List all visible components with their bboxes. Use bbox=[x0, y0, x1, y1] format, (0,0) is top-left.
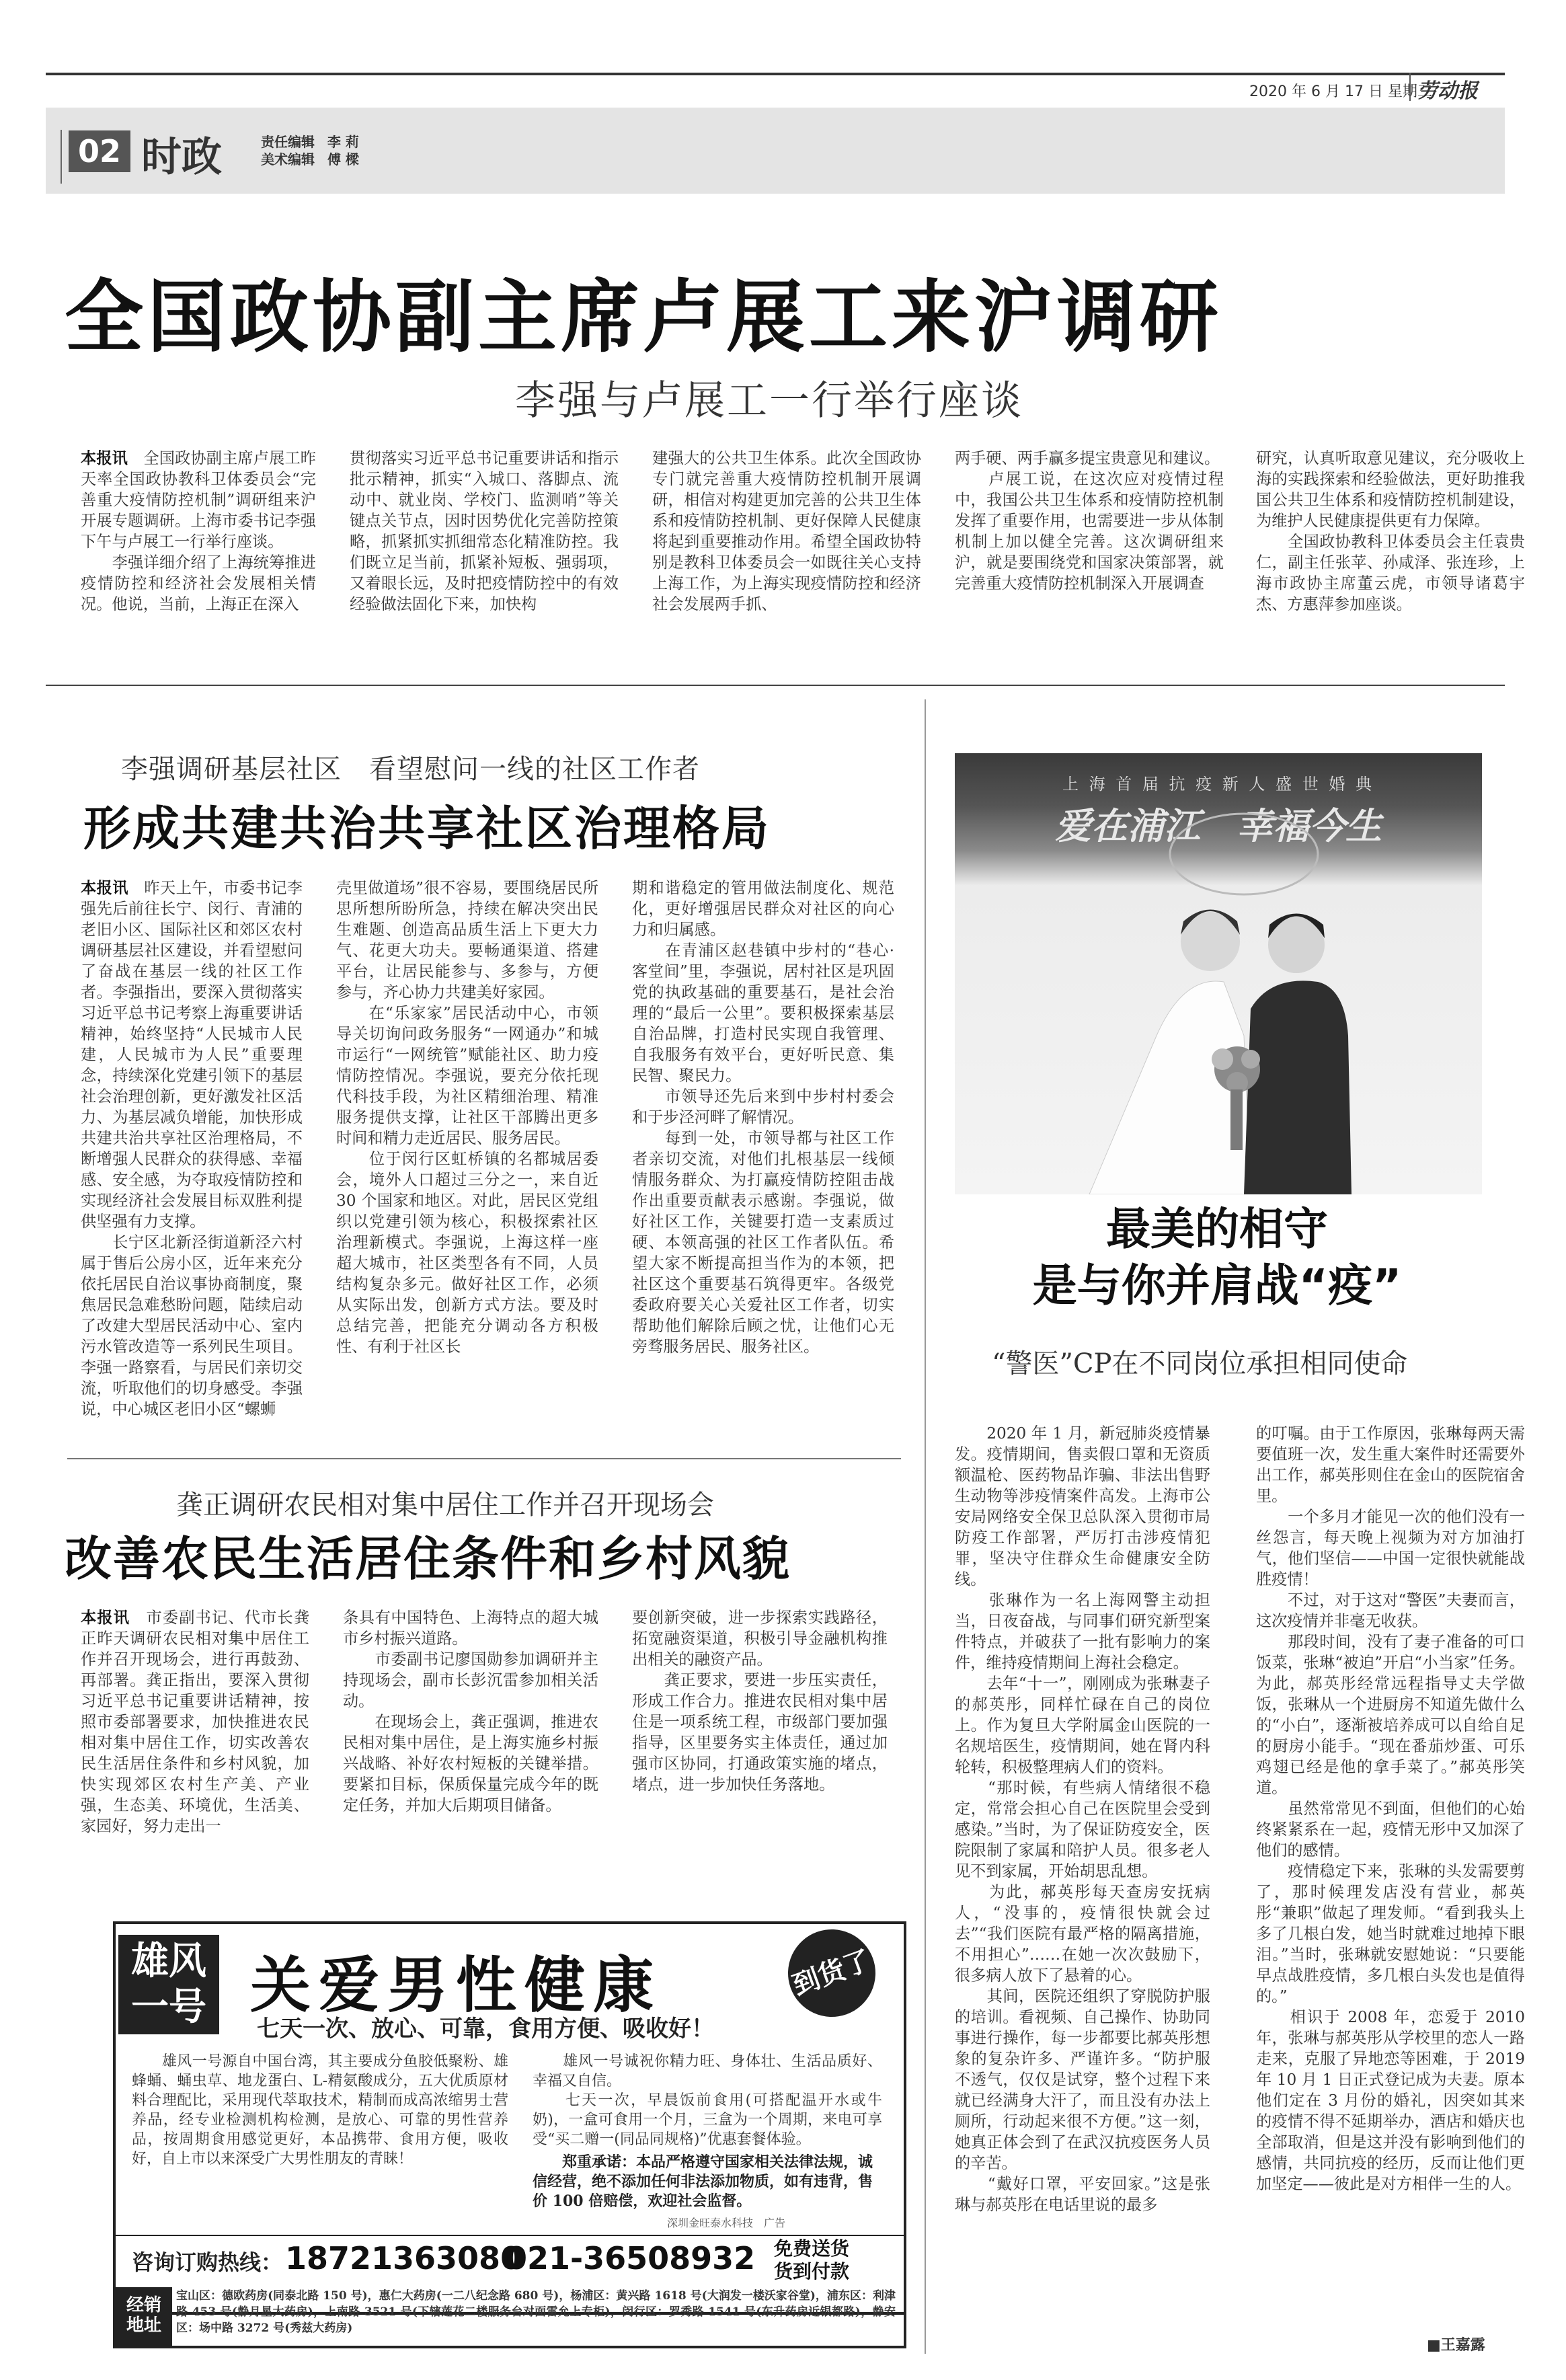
photo-story-col-1: 2020 年 1 月，新冠肺炎疫情暴发。疫情期间，售卖假口罩和无资质额温枪、医药物品诈骗、非法出售野生动物等涉疫情案件高发。上海市公安局网络安全保卫总队深入贯彻市局防疫工作部署，严厉打击涉疫情犯罪，坚决守住群众生命健康安全防线。 张琳作为一名上海网警主动担当，日夜奋战，与同事们研究新型案件特点，并破获了一批有影响力的案件，维持疫情期间上海社会稳定。 去年“十一”，刚刚成为张琳妻子的郝英彤，同样忙碌在自己的岗位上。作为复旦大学附属金山医院的一名规培医生，疫情期间，她在肾内科轮转，积极整理病人们的资料。 “那时候，有些病人情绪很不稳定，常常会担心自己在医院里会受到感染。”当时，为了保证防疫安全，医院限制了家属和陪护人员。很多老人见不到家属，开始胡思乱想。 为此，郝英彤每天查房安抚病人，“没事的，疫情很快就会过去”“我们医院有最严格的隔离措施，不用担心”……在她一次次鼓励下，很多病人放下了悬着的心。 其间，医院还组织了穿脱防护服的培训。看视频、自己操作、协助同事进行操作，每一步都要比郝英彤想象的复杂许多、严谨许多。“防护服不透气，仅仅是试穿，整个过程下来就已经满身大汗了，而且没有办法上厕所，行动起来很不方便。”这一刻，她真正体会到了在武汉抗疫医务人员的辛苦。 “戴好口罩，平安回家。”这是张琳与郝英彤在电话里说的最多 bbox=[955, 1424, 1210, 2214]
story3-col-3: 要创新突破，进一步探索实践路径，拓宽融资渠道，积极引导金融机构推出相关的融资产品。 龚正要求，要进一步压实责任，形成工作合力。推进农民相对集中居住是一项系统工程，市级部门要加强指导，区里要务实主体责任，通过加强市区协同，打通政策实施的堵点，堵点，进一步加快任务落地。 bbox=[632, 1609, 888, 1794]
story2-col-3: 期和谐稳定的管用做法制度化、规范化，更好增强居民群众对社区的向心力和归属感。 在青浦区赵巷镇中步村的“巷心·客堂间”里，李强说，居村社区是巩固党的执政基础的重要基石，是社会治理的“最后一公里”。要积极探索基层自治品牌，打造村民实现自我管理、自我服务有效平台，更好听民意、集民智、聚民力。 市领导还先后来到中步村村委会和于步泾河畔了解情况。 每到一处，市领导都与社区工作者亲切交流，对他们扎根基层一线倾情服务群众、为打赢疫情防控阻击战作出重要贡献表示感谢。李强说，做好社区工作，关键要打造一支素质过硬、本领高强的社区工作者队伍。希望大家不断提高担当作为的本领，把社区这个重要基石筑得更牢。各级党委政府要关心关爱社区工作者，切实帮助他们解除后顾之忧，让他们心无旁骛服务居民、服务社区。 bbox=[632, 879, 894, 1356]
art-editor-name: 傅 樑 bbox=[327, 151, 359, 167]
dateline: 本报讯 bbox=[81, 449, 128, 467]
byline: ■王嘉露 bbox=[1427, 2337, 1485, 2354]
couple-illustration bbox=[955, 753, 1482, 1194]
art-editor-label: 美术编辑 bbox=[261, 151, 315, 167]
main-subhead: 李强与卢展工一行举行座谈 bbox=[515, 377, 1023, 424]
main-story-col-5: 研究，认真听取意见建议，充分吸收上海的实践探索和经验做法，更好助推我国公共卫生体系和疫情防控机制建设，为维护人民健康提供更有力保障。 全国政协教科卫体委员会主任袁贵仁，副主任张苹、孙咸泽、张连珍，上海市政协主席董云虎，市领导诸葛宇杰、方惠萍参加座谈。 bbox=[1256, 449, 1525, 613]
page-number: 02 bbox=[69, 130, 130, 172]
ad-body-right: 雄风一号诚祝你精力旺、身体壮、生活品质好、幸福又自信。 七天一次，早晨饭前食用(可搭配温开水或牛奶)，一盒可食用一个月，三盒为一个周期，来电可享受“买二赠一(同品同规格)”优惠套餐体验。 bbox=[533, 2053, 882, 2148]
photo-story-headline bbox=[975, 1201, 1459, 1314]
editor-credits bbox=[261, 133, 359, 168]
editor-name: 李 莉 bbox=[327, 134, 359, 150]
main-story-col-1: 本报讯 全国政协副主席卢展工昨天率全国政协教科卫体委员会“完善重大疫情防控机制”调研组来沪开展专题调研。上海市委书记李强下午与卢展工一行举行座谈。 李强详细介绍了上海统筹推进疫情防控和经济社会发展相关情况。他说，当前，上海正在深入 bbox=[81, 449, 316, 613]
headline-line-1: 最美的相守 bbox=[1106, 1203, 1328, 1255]
story2-headline: 形成共建共治共享社区治理格局 bbox=[83, 801, 771, 856]
story2-col-2: 壳里做道场”很不容易，要围绕居民所思所想所盼所急，持续在解决突出民生难题、创造高品质生活上下更大力气、花更大功夫。要畅通渠道、搭建平台，让居民能参与、多参与，方便参与，齐心协力共建美好家园。 在“乐家家”居民活动中心，市领导关切询问政务服务“一网通办”和城市运行“一网统管”赋能社区、助力疫情防控情况。李强说，要充分依托现代科技手段，为社区精细治理、精准服务提供支撑，让社区干部腾出更多时间和精力走近居民、服务居民。 位于闵行区虹桥镇的名都城居委会，境外人口超过三分之一，来自近 30 个国家和地区。对此，居民区党组织以党建引领为核心，积极探索社区治理新模式。李强说，上海这样一座超大城市，社区类型各有不同，人员结构复杂多元。做好社区工作，必须从实际出发，创新方式方法。要及时总结完善，把能充分调动各方积极性、有利于社区长 bbox=[336, 879, 598, 1356]
paper-name-logo: 劳动报 bbox=[1417, 79, 1478, 103]
ad-brand-block bbox=[118, 1935, 219, 2034]
ad-phone-2[interactable]: 021-36508932 bbox=[506, 2240, 756, 2276]
ad-hotline-label: 咨询订购热线： bbox=[132, 2250, 283, 2275]
ad-body-left: 雄风一号源自中国台湾，其主要成分鱼胶低聚粉、雄蜂蛹、蛹虫草、地龙蛋白、L-精氨酸成分，五大优质原材料合理配比，采用现代萃取技术，精制而成高浓缩男士营养品，经专业检测机构检测，是放心、可靠的男性营养品，按周期食用感觉更好，本品携带、食用方便，吸收好，自上市以来深受广大男性朋友的青睐！ bbox=[132, 2053, 508, 2167]
section-name: 时政 bbox=[141, 134, 222, 181]
ad-phone-1[interactable]: 18721363080 bbox=[285, 2240, 522, 2276]
ad-badge: 到货了 bbox=[776, 1917, 888, 2030]
issue-date: 2020 年 6 月 17 日 星期三 bbox=[1249, 83, 1432, 100]
advertisement bbox=[113, 1921, 906, 2336]
story3-col-2: 条具有中国特色、上海特点的超大城市乡村振兴道路。 市委副书记廖国勋参加调研并主持现场会，副市长彭沉雷参加相关活动。 在现场会上，龚正强调，推进农民相对集中居住，是上海实施乡村振兴战略、补好农村短板的关键举措。要紧扣目标，保质保量完成今年的既定任务，并加大后期项目储备。 bbox=[343, 1609, 598, 1814]
ad-addresses: 宝山区：德欧药房(同泰北路 150 号)，惠仁大药房(一二八纪念路 680 号)，杨浦区：黄兴路 1618 号(大润发一楼沃家谷堂)，浦东区：利津路 453 号(静月星大药房)，上南路 3521 号(下辖莲花二楼服务台对面雷允上专柜)，闵行区：罗秀路 1541 号(东升药房近银都路)，静安区：场中路 3272 号(秀兹大药房) bbox=[176, 2289, 896, 2335]
main-story-col-2: 贯彻落实习近平总书记重要讲话和指示批示精神，抓实“入城口、落脚点、流动中、就业岗、学校门、监测哨”等关键点关节点，因时因势优化完善防控策略，抓紧抓实抓细常态化精准防控。我们既立足当前，抓紧补短板、强弱项，又着眼长远，及时把疫情防控中的有效经验做法固化下来，加快构 bbox=[350, 449, 619, 613]
ad-advertiser: 深圳金旺泰水科技 广告 bbox=[667, 2217, 786, 2229]
ad-address-label: 经销 地址 bbox=[116, 2287, 172, 2348]
top-rule bbox=[46, 73, 1505, 75]
story2-col-1: 本报讯 昨天上午，市委书记李强先后前往长宁、闵行、青浦的老旧小区、国际社区和郊区农村调研基层社区建设，并看望慰问了奋战在基层一线的社区工作者。李强指出，要深入贯彻落实习近平总书记考察上海重要讲话精神，始终坚持“人民城市人民建，人民城市为人民”重要理念，持续深化党建引领下的基层社会治理创新，更好激发社区活力、为基层减负增能，加快形成共建共治共享社区治理格局，不断增强人民群众的获得感、幸福感、安全感，为夺取疫情防控和实现经济社会发展目标双胜利提供坚强有力支撑。 长宁区北新泾街道新泾六村属于售后公房小区，近年来充分依托居民自治议事协商制度，聚焦居民急难愁盼问题，陆续启动了改建大型居民活动中心、室内污水管改造等一系列民生项目。李强一路察看，与居民们亲切交流，听取他们的切身感受。李强说，中心城区老旧小区“螺蛳 bbox=[81, 879, 303, 1418]
story2-kicker: 李强调研基层社区 看望慰问一线的社区工作者 bbox=[121, 754, 700, 785]
story3-headline: 改善农民生活居住条件和乡村风貌 bbox=[65, 1531, 791, 1586]
headline-line-2: 是与你并肩战“疫” bbox=[1032, 1260, 1402, 1311]
ad-brand-line-2: 一号 bbox=[131, 1985, 206, 2029]
dateline: 本报讯 bbox=[81, 879, 128, 897]
main-story-col-3: 建强大的公共卫生体系。此次全国政协专门就完善重大疫情防控机制开展调研，相信对构建更加完善的公共卫生体系和疫情防控机制、更好保障人民健康将起到重要推动作用。希望全国政协特别是教科卫体委员会一如既往关心支持上海工作，为上海实现疫情防控和经济社会发展两手抓、 bbox=[652, 449, 921, 613]
dateline: 本报讯 bbox=[81, 1609, 130, 1627]
story3-kicker: 龚正调研农民相对集中居住工作并召开现场会 bbox=[176, 1490, 714, 1521]
ad-delivery: 免费送货 货到付款 bbox=[773, 2237, 849, 2282]
photo-slogan: 爱在浦江 幸福今生 bbox=[1055, 804, 1382, 847]
ad-promise: 郑重承诺：本品严格遵守国家相关法律法规，诚信经营，绝不添加任何非法添加物质，如有违背，售价 100 倍赔偿，欢迎社会监督。 bbox=[533, 2153, 873, 2210]
main-story-col-4: 两手硬、两手赢多提宝贵意见和建议。 卢展工说，在这次应对疫情过程中，我国公共卫生体系和疫情防控机制发挥了重要作用，也需要进一步从体制机制上加以健全完善。这次调研组来沪，就是要围绕党和国家决策部署，就完善重大疫情防控机制深入开展调查 bbox=[955, 449, 1224, 592]
ad-brand-line-1: 雄风 bbox=[131, 1940, 206, 1983]
photo-story-subhead: “警医”CP在不同岗位承担相同使命 bbox=[992, 1348, 1408, 1379]
main-headline: 全国政协副主席卢展工来沪调研 bbox=[65, 271, 1223, 363]
photo-banner-text: 上 海 首 届 抗 疫 新 人 盛 世 婚 典 bbox=[1062, 775, 1374, 794]
photo-story-col-2: 的叮嘱。由于工作原因，张琳每两天需要值班一次，发生重大案件时还需要外出工作，郝英彤则住在金山的医院宿舍里。 一个多月才能见一次的他们没有一丝怨言，每天晚上视频为对方加油打气，他们坚信——中国一定很快就能战胜疫情！ 不过，对于这对“警医”夫妻而言，这次疫情并非毫无收获。 那段时间，没有了妻子准备的可口饭菜，张琳“被迫”开启“小当家”任务。为此，郝英彤经常远程指导丈夫学做饭，张琳从一个进厨房不知道先做什么的“小白”，逐渐被培养成可以自给自足的厨房小能手。“现在番茄炒蛋、可乐鸡翅已经是他的拿手菜了。”郝英彤笑道。 虽然常常见不到面，但他们的心始终紧紧系在一起，疫情无形中又加深了他们的感情。 疫情稳定下来，张琳的头发需要剪了，那时候理发店没有营业，郝英彤“兼职”做起了理发师。“看到我头上多了几根白发，她当时就难过地掉下眼泪。”当时，张琳就安慰她说：“只要能早点战胜疫情，多几根白头发也是值得的。” 相识于 2008 年，恋爱于 2010 年，张琳与郝英彤从学校里的恋人一路走来，克服了异地恋等困难，于 2019 年 10 月 1 日正式登记成为夫妻。原本他们定在 3 月份的婚礼，因突如其来的疫情不得不延期举办，酒店和婚庆也全部取消，但是这并没有影响到他们的感情，共同抗疫的经历，反而让他们更加坚定——彼此是对方相伴一生的人。 bbox=[1256, 1424, 1525, 2193]
editor-label: 责任编辑 bbox=[261, 134, 315, 150]
ad-tagline: 七天一次、放心、可靠，食用方便、吸收好！ bbox=[257, 2016, 714, 2042]
story3-col-1: 本报讯 市委副书记、代市长龚正昨天调研农民相对集中居住工作并召开现场会，进行再鼓劲、再部署。龚正指出，要深入贯彻习近平总书记重要讲话精神，按照市委部署要求，加快推进农民相对集中居住工作，切实改善农民生活居住条件和乡村风貌，加快实现郊区农村生产美、产业强，生态美、环境优，生活美、家园好，努力走出一 bbox=[81, 1609, 310, 1835]
wedding-photo bbox=[955, 753, 1482, 1194]
ad-title: 关爱男性健康 bbox=[250, 1950, 662, 2021]
